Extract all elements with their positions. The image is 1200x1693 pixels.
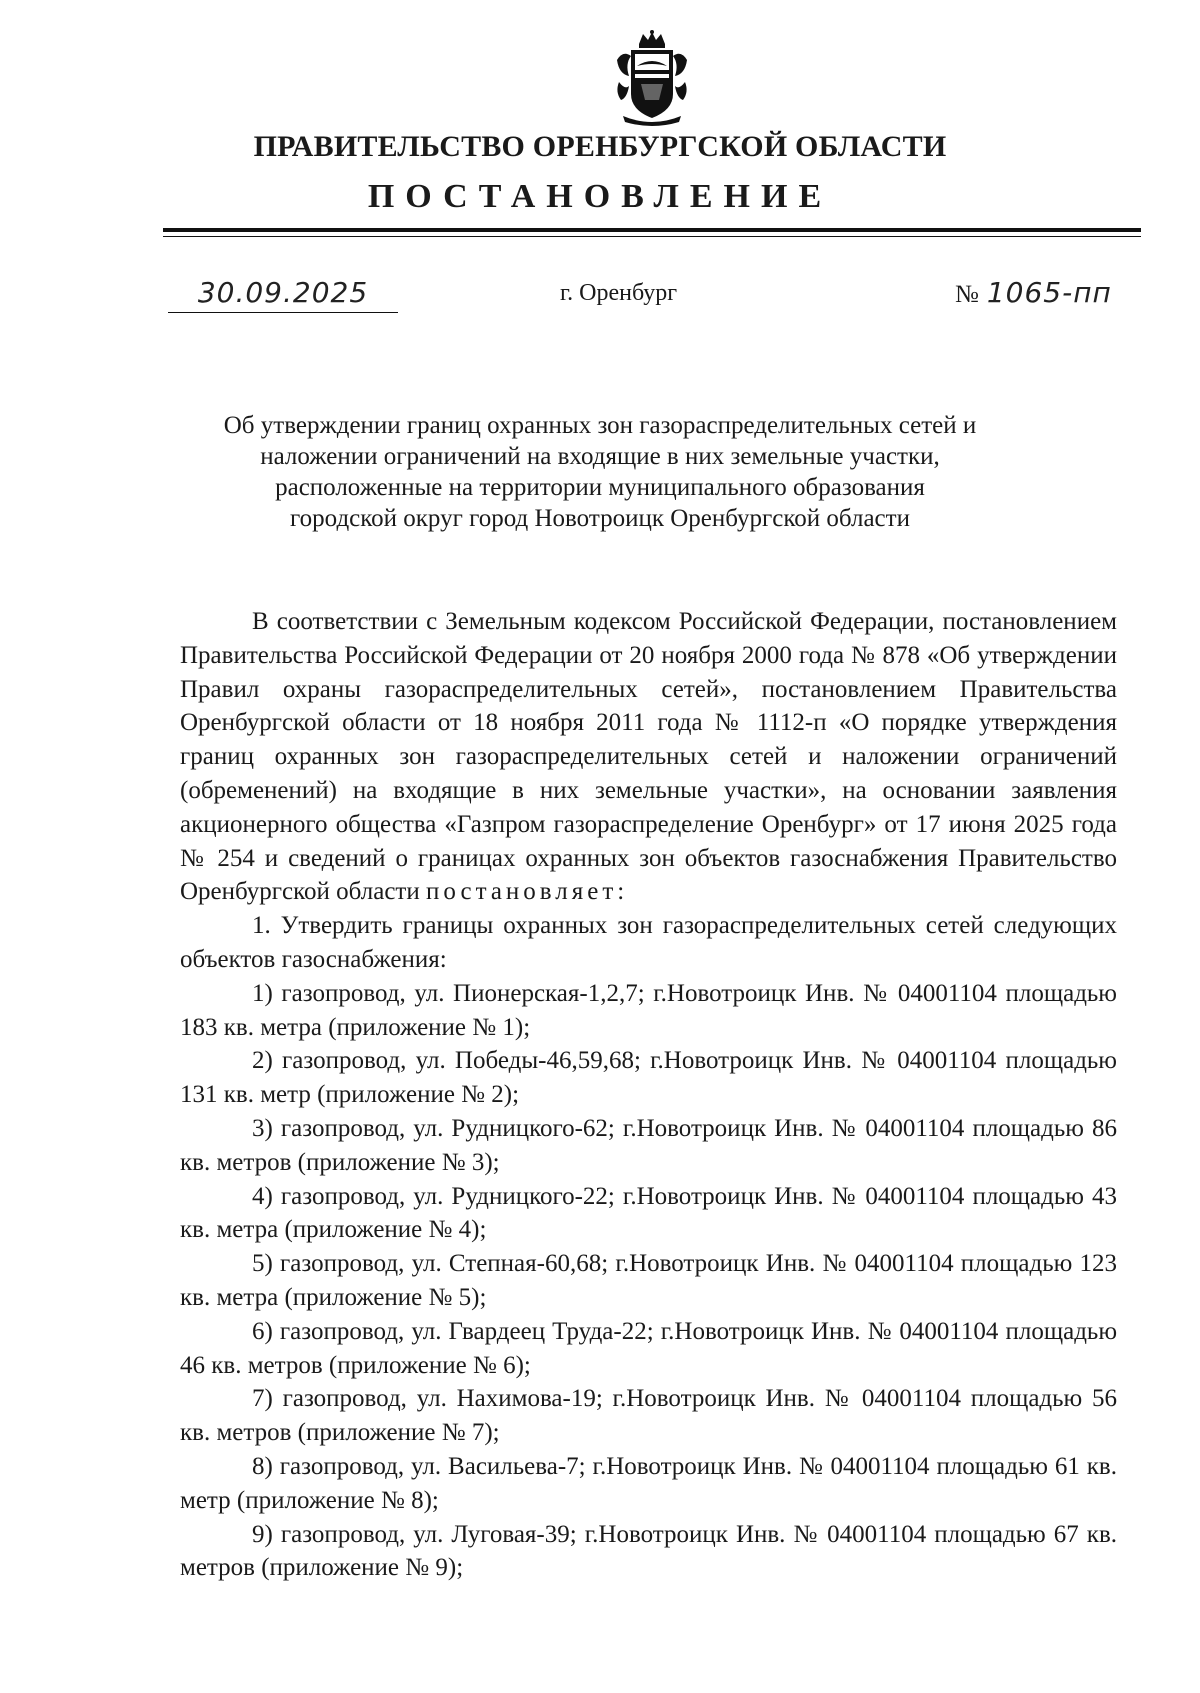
government-title: ПРАВИТЕЛЬСТВО ОРЕНБУРГСКОЙ ОБЛАСТИ [253, 130, 947, 163]
document-subject [200, 410, 1000, 534]
document-number [955, 276, 1112, 309]
document-type-title: ПОСТАНОВЛЕНИЕ [367, 178, 833, 215]
header-divider-thin [163, 236, 1141, 237]
header-divider-thick [163, 228, 1141, 232]
subject-line: наложении ограничений на входящие в них земельные участки, [260, 443, 940, 470]
document-body [180, 605, 1117, 1585]
subject-line: Об утверждении границ охранных зон газораспределительных сетей и [223, 412, 977, 439]
list-item: 8) газопровод, ул. Васильева-7; г.Новотроицк Инв. № 04001104 площадью 61 кв. метр (приложение № 8); [180, 1452, 1117, 1514]
decree-word: постановляет: [425, 878, 629, 906]
list-item: 4) газопровод, ул. Рудницкого-22; г.Новотроицк Инв. № 04001104 площадью 43 кв. метра (приложение № 4); [180, 1182, 1117, 1244]
preamble-text: В соответствии с Земельным кодексом Российской Федерации, постановлением Правительства Российской Федерации от 20 ноября 2000 года № 878 «Об утверждении Правил охраны газораспределительных сетей», постановлением Правительства Оренбургской области от 18 ноября 2011 года № 1112-п «О порядке утверждения границ охранных зон газораспределительных сетей и наложении ограничений (обременений) на входящие в них земельные участки», на основании заявления акционерного общества «Газпром газораспределение Оренбург» от 17 июня 2025 года № 254 и сведений о границах охранных зон объектов газоснабжения Правительство Оренбургской области [180, 608, 1117, 906]
list-item: 6) газопровод, ул. Гвардеец Труда-22; г.Новотроицк Инв. № 04001104 площадью 46 кв. метров (приложение № 6); [180, 1317, 1117, 1379]
document-city: г. Оренбург [560, 280, 678, 306]
number-value: 1065-пп [986, 276, 1112, 309]
date-underline [168, 312, 398, 313]
list-item: 2) газопровод, ул. Победы-46,59,68; г.Новотроицк Инв. № 04001104 площадью 131 кв. метр (приложение № 2); [180, 1047, 1117, 1109]
clause-1: 1. Утвердить границы охранных зон газораспределительных сетей следующих объектов газоснабжения: [180, 912, 1117, 973]
document-date: 30.09.2025 [197, 276, 369, 309]
coat-of-arms-emblem [613, 30, 691, 126]
list-item: 3) газопровод, ул. Рудницкого-62; г.Новотроицк Инв. № 04001104 площадью 86 кв. метров (приложение № 3); [180, 1114, 1117, 1176]
list-item: 7) газопровод, ул. Нахимова-19; г.Новотроицк Инв. № 04001104 площадью 56 кв. метров (приложение № 7); [180, 1385, 1117, 1447]
list-item: 1) газопровод, ул. Пионерская-1,2,7; г.Новотроицк Инв. № 04001104 площадью 183 кв. метра (приложение № 1); [180, 979, 1117, 1041]
subject-line: расположенные на территории муниципального образования [275, 474, 925, 501]
subject-line: городской округ город Новотроицк Оренбургской области [290, 505, 910, 532]
number-sign: № [955, 281, 979, 308]
preamble-paragraph [180, 605, 1117, 909]
list-item: 5) газопровод, ул. Степная-60,68; г.Новотроицк Инв. № 04001104 площадью 123 кв. метра (приложение № 5); [180, 1250, 1117, 1311]
list-item: 9) газопровод, ул. Луговая-39; г.Новотроицк Инв. № 04001104 площадью 67 кв. метров (приложение № 9); [180, 1520, 1117, 1582]
